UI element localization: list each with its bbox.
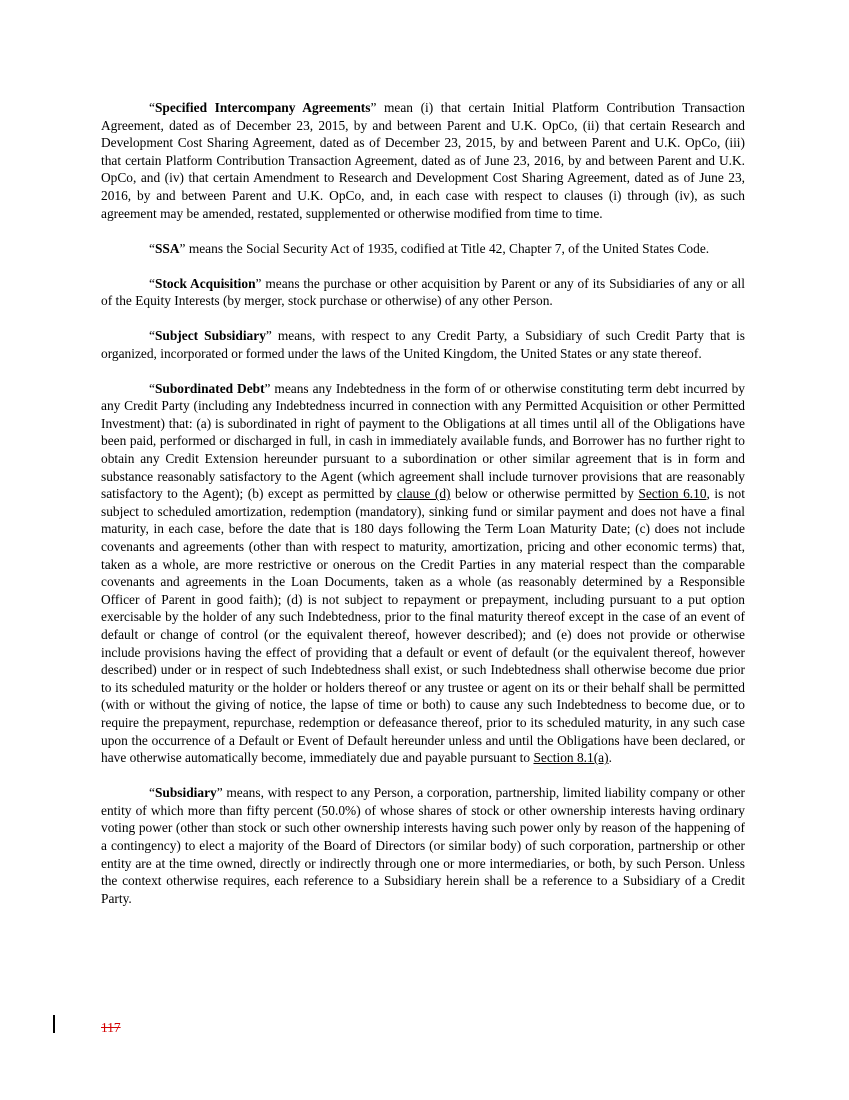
definition-body: , is not subject to scheduled amortization, redemption (mandatory), sinking fund or similar payment and does not have a final maturity, in each case, before the date that is 180 days following the Term Loan Maturity Date; (c) does not include covenants and agreements (other than with respect to maturity, amortization, pricing and other economic terms) that, taken as a whole, are more restrictive or onerous on the Credit Parties in any material respect than the comparable covenants and agreements in the Loan Documents, taken as a whole (as reasonably determined by a Responsible Officer of Parent in good faith); (d) is not subject to repayment or prepayment, including pursuant to a put option exercisable by the holder of any such Indebtedness, prior to the final maturity thereof except in the case of an event of default or change of control (or the equivalent thereof, however described); and (e) does not provide or otherwise include provisions having the effect of providing that a default or event of default (or the equivalent thereof, however described) under or in respect of such Indebtedness shall exist, or such Indebtedness shall otherwise become due prior to its scheduled maturity or the holder or holders thereof or any trustee or agent on its or their behalf shall be permitted (with or without the giving of notice, the lapse of time or both) to cause any such Indebtedness to become due, or to require the prepayment, repurchase, redemption or defeasance thereof, prior to its scheduled maturity, in any such case upon the occurrence of a Default or Event of Default hereunder unless and until the Obligations have been declared, or have otherwise automatically become, immediately due and payable pursuant to	[101, 486, 745, 766]
defined-term: SSA	[154, 240, 180, 256]
defined-term: Subordinated Debt	[154, 380, 265, 396]
definition-body: .	[608, 750, 612, 766]
definition-body: ” means the purchase or other acquisition by Parent or any of its Subsidiaries of any or all of the Equity Interests (by merger, stock purchase or otherwise) of any other Person.	[101, 275, 745, 309]
open-quote: “	[149, 100, 155, 115]
section-6-10-reference: Section 6.10	[638, 486, 707, 502]
definition-body: ” mean (i) that certain Initial Platform Contribution Transaction Agreement, dated as of December 23, 2015, by and between Parent and U.K. OpCo, (ii) that certain Research and Development Cost Sharing Agreement, dated as of December 23, 2015, by and between Parent and U.K. OpCo, (iii) that certain Platform Contribution Transaction Agreement, dated as of June 23, 2016, by and between Parent and U.K. OpCo, and (iv) that certain Amendment to Research and Development Cost Sharing Agreement, dated as of June 23, 2016, by and between Parent and U.K. OpCo, and, in each case with respect to clauses (i) through (iv), as such agreement may be amended, restated, supplemented or otherwise modified from time to time.	[101, 100, 745, 221]
definition-subsidiary	[101, 784, 745, 907]
definition-body: ” means the Social Security Act of 1935, codified at Title 42, Chapter 7, of the United States Code.	[179, 240, 710, 256]
definition-subject-subsidiary	[101, 327, 745, 362]
open-quote: “	[149, 785, 155, 801]
open-quote: “	[149, 240, 155, 256]
definition-specified-intercompany-agreements	[101, 99, 745, 222]
open-quote: “	[149, 328, 155, 344]
defined-term: Subsidiary	[154, 785, 217, 801]
section-8-1a-reference: Section 8.1(a)	[533, 750, 609, 766]
clause-d-reference: clause (d)	[396, 486, 451, 502]
definition-body: ” means any Indebtedness in the form of or otherwise constituting term debt incurred by any Credit Party (including any Indebtedness incurred in connection with any Permitted Acquisition or other Permitted Investment) that: (a) is subordinated in right of payment to the Obligations at all times until all of the Obligations have been paid, performed or discharged in full, in cash in immediately available funds, and Borrower has no further right to obtain any Credit Extension hereunder pursuant to a subordination or other similar agreement that is in form and substance reasonably satisfactory to the Agent (which agreement shall include turnover provisions that are reasonably satisfactory to the Agent); (b) except as permitted by	[101, 380, 745, 502]
definition-body: ” means, with respect to any Person, a corporation, partnership, limited liability company or other entity of which more than fifty percent (50.0%) of whose shares of stock or other ownership interests having ordinary voting power (other than stock or such other ownership interests having such power only by reason of the happening of a contingency) to elect a majority of the Board of Directors (or similar body) of such corporation, partnership or other entity are at the time owned, directly or indirectly through one or more intermediaries, or both, by such Person. Unless the context otherwise requires, each reference to a Subsidiary herein shall be a reference to a Subsidiary of a Credit Party.	[101, 785, 745, 906]
definition-body: ” means, with respect to any Credit Party, a Subsidiary of such Credit Party that is organized, incorporated or formed under the laws of the United Kingdom, the United States or any state thereof.	[101, 328, 745, 361]
defined-term: Subject Subsidiary	[154, 328, 266, 344]
revision-change-bar	[53, 1015, 55, 1033]
definition-ssa	[101, 240, 745, 258]
deleted-page-number: 117	[101, 1020, 121, 1035]
open-quote: “	[149, 380, 155, 396]
definition-subordinated-debt	[101, 380, 745, 767]
defined-term: Specified Intercompany Agreements	[154, 100, 371, 115]
document-page	[101, 99, 745, 925]
definition-stock-acquisition	[101, 275, 745, 310]
open-quote: “	[149, 275, 155, 291]
defined-term: Stock Acquisition	[154, 275, 256, 291]
definition-body: below or otherwise permitted by	[450, 486, 639, 502]
